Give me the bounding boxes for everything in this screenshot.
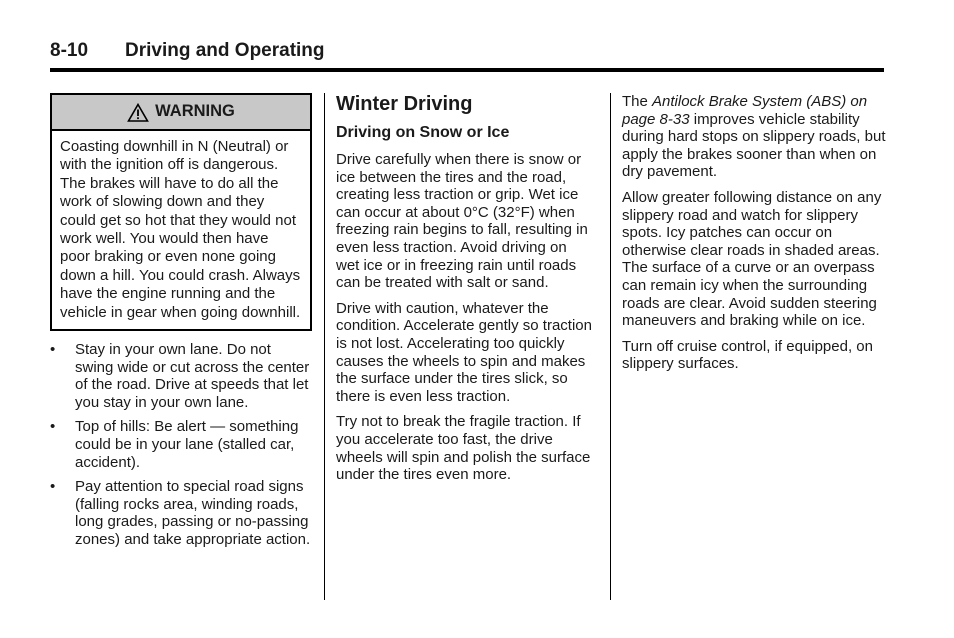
section-title: Driving and Operating (125, 40, 325, 61)
bullet-dot: • (50, 341, 56, 359)
abs-suffix: improves vehicle stability during hard stops on slippery roads, but apply the brakes sooner than when on dry pavement. (622, 110, 886, 181)
page-header (50, 38, 884, 72)
warning-label: WARNING (155, 102, 235, 121)
bullet-list (50, 341, 312, 549)
column-divider (324, 93, 325, 600)
subsection-heading: Driving on Snow or Ice (336, 124, 510, 141)
warning-header (52, 95, 310, 131)
list-item (50, 341, 312, 411)
column-right (622, 93, 888, 381)
column-middle (336, 93, 592, 492)
paragraph: Drive carefully when there is snow or ice between the tires and the road, creating less traction or grip. Wet ice can occur at about 0°C (32°F) when freezing rain begins to fall, resulting in even less traction. Avoid driving on wet ice or in freezing rain until roads can be treated with salt or sand. (336, 151, 588, 292)
paragraph: Try not to break the fragile traction. If you accelerate too fast, the drive wheels will spin and polish the surface under the tires even more. (336, 413, 591, 484)
warning-text: Coasting downhill in N (Neutral) or with the ignition off is dangerous. The brakes will have to do all the work of slowing down and they could get so hot that they would not work well. You would then have poor braking or even none going down a hill. You could crash. Always have the engine running and the vehicle in gear when going downhill. (60, 138, 301, 321)
bullet-text: Top of hills: Be alert — something could be in your lane (stalled car, accident). (75, 418, 299, 471)
section-heading: Winter Driving (336, 93, 473, 115)
abs-prefix: The (622, 93, 653, 110)
page-number: 8-10 (50, 40, 89, 61)
paragraph: Drive with caution, whatever the condition. Accelerate gently so traction is not lost. Accelerating too quickly causes the wheels to spin and makes the surface under the tires slick, so there is even less traction. (336, 299, 592, 405)
column-left (50, 93, 312, 556)
paragraph: Turn off cruise control, if equipped, on slippery surfaces. (622, 337, 873, 373)
column-divider (610, 93, 611, 600)
warning-box (50, 93, 312, 331)
list-item (50, 418, 312, 471)
bullet-dot: • (50, 478, 56, 496)
abs-page-reference[interactable]: Antilock Brake System (ABS) on page 8-33 (622, 93, 868, 128)
list-item (50, 478, 312, 548)
bullet-text: Pay attention to special road signs (falling rocks area, winding roads, long grades, passing or no-passing zones) and take appropriate action. (75, 478, 311, 548)
paragraph (622, 93, 888, 181)
warning-triangle-icon (127, 103, 149, 122)
bullet-text: Stay in your own lane. Do not swing wide or cut across the center of the road. Drive at speeds that let you stay in your own lane. (75, 341, 310, 411)
bullet-dot: • (50, 418, 56, 436)
paragraph: Allow greater following distance on any slippery road and watch for slippery spots. Icy patches can occur on otherwise clear roads in shaded areas. The surface of a curve or an overpass can remain icy when the surrounding roads are clear. Avoid sudden steering maneuvers and braking while on ice. (622, 188, 882, 330)
